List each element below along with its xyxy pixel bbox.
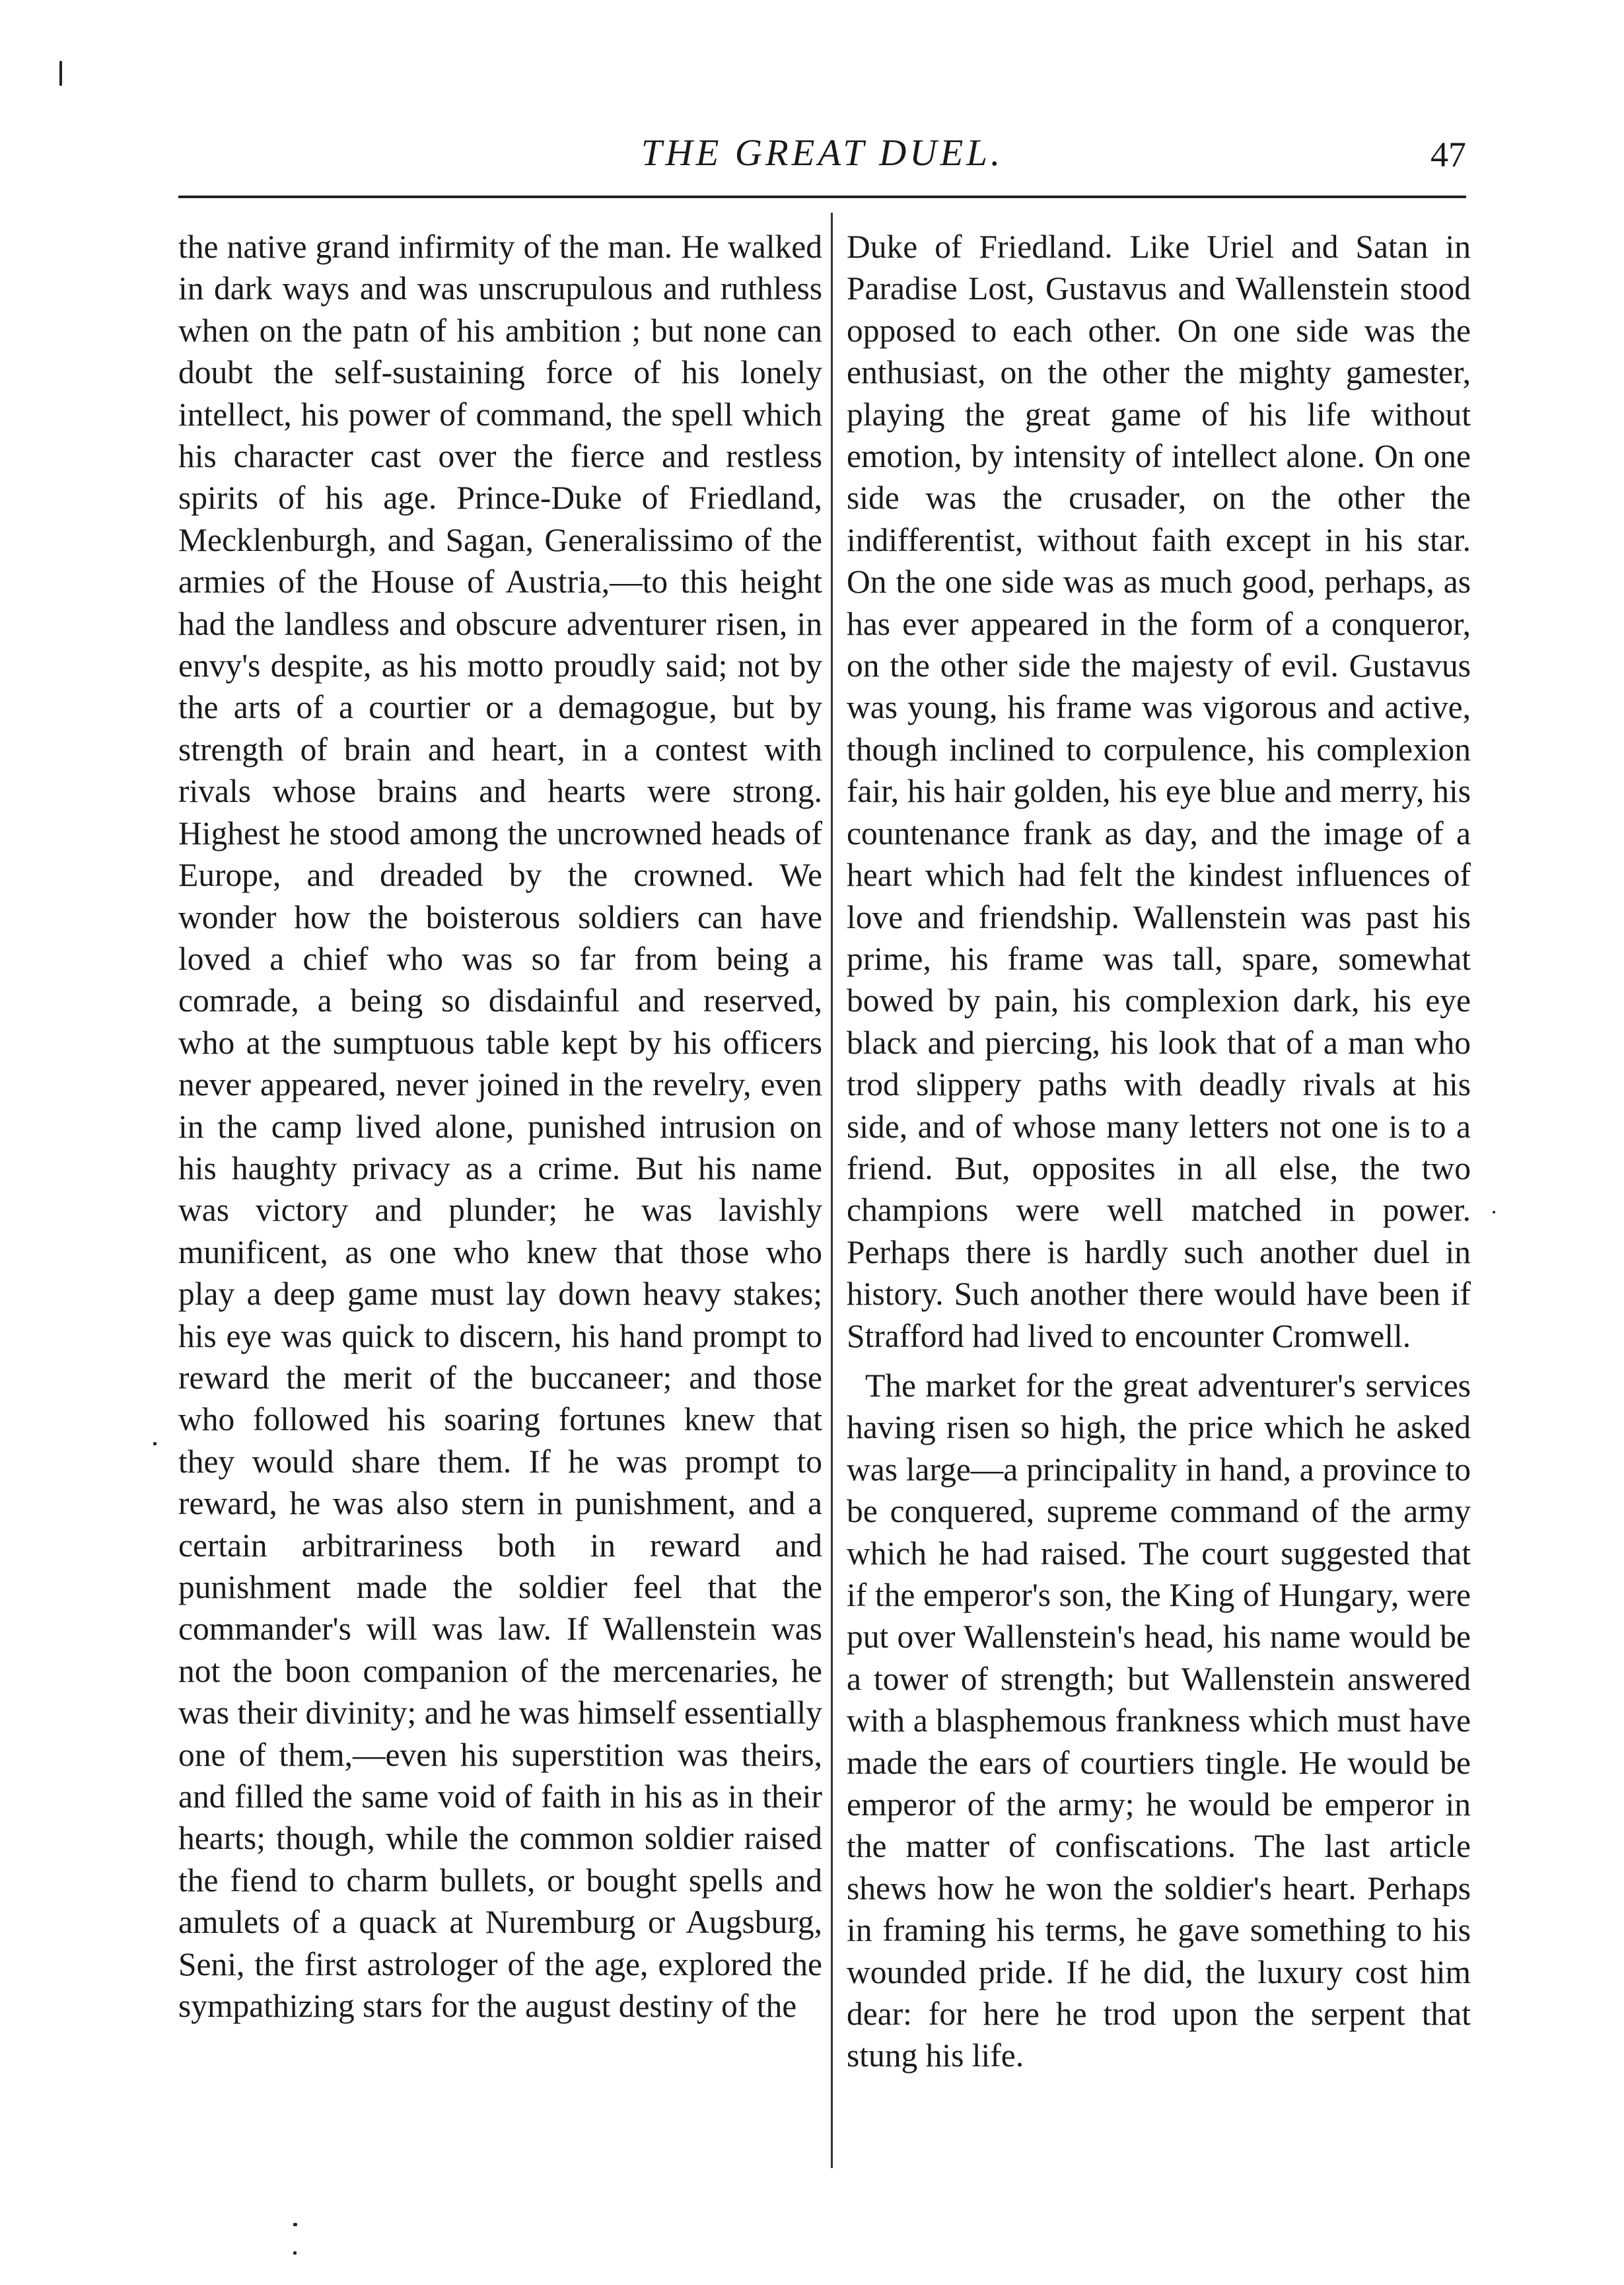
stray-ink-mark [293, 2251, 297, 2255]
body-paragraph: Duke of Friedland. Like Uriel and Satan in Paradise Lost, Gustavus and Wallenstein stood opposed to each other. On one side was the enthusiast, on the other the mighty gamester, playing the great game of his life without emotion, by intensity of intellect alone. On one side was the crusader, on the other the indifferentist, without faith except in his star. On the one side was as much good, perhaps, as has ever appeared in the form of a conqueror, on the other side the majesty of evil. Gustavus was young, his frame was vigorous and active, though inclined to corpulence, his complexion fair, his hair golden, his eye blue and merry, his countenance frank as day, and the image of a heart which had felt the kindest influences of love and friendship. Wallenstein was past his prime, his frame was tall, spare, somewhat bowed by pain, his complexion dark, his eye black and piercing, his look that of a man who trod slippery paths with deadly rivals at his side, and of whose many letters not one is to a friend. But, opposites in all else, the two champions were well matched in power. Perhaps there is hardly such another duel in history. Such another there would have been if Strafford had lived to encounter Cromwell. [847, 229, 1471, 1354]
page-header [178, 127, 1466, 186]
body-paragraph: The market for the great adventurer's services having risen so high, the price which he asked was large—a principality in hand, a province to be conquered, supreme command of the army which he had raised. The court suggested that if the emperor's son, the King of Hungary, were put over Wallenstein's head, his name would be a tower of strength; but Wallenstein answered with a blasphemous frankness which must have made the ears of courtiers tingle. He would be emperor of the army; he would be emperor in the matter of confiscations. The last article shews how he won the soldier's heart. Perhaps in framing his terms, he gave something to his wounded pride. If he did, the luxury cost him dear: for here he trod upon the serpent that stung his life. [847, 1367, 1471, 2074]
right-column [847, 226, 1471, 2077]
stray-ink-mark [1493, 1211, 1495, 1214]
stray-ink-mark [153, 1442, 157, 1445]
body-paragraph: the native grand infirmity of the man. He walked in dark ways and was unscrupulous and ruthless when on the patn of his ambition ; but none can doubt the self-sustaining force of his lonely intellect, his power of command, the spell which his character cast over the fierce and restless spirits of his age. Prince-Duke of Friedland, Mecklenburgh, and Sagan, Generalissimo of the armies of the House of Austria,—to this height had the landless and obscure adventurer risen, in envy's despite, as his motto proudly said; not by the arts of a courtier or a demagogue, but by strength of brain and heart, in a contest with rivals whose brains and hearts were strong. Highest he stood among the uncrowned heads of Europe, and dreaded by the crowned. We wonder how the boisterous soldiers can have loved a chief who was so far from being a comrade, a being so disdainful and reserved, who at the sumptuous table kept by his officers never appeared, never joined in the revelry, even in the camp lived alone, punished intrusion on his haughty privacy as a crime. But his name was victory and plunder; he was lavishly munificent, as one who knew that those who play a deep game must lay down heavy stakes; his eye was quick to discern, his hand prompt to reward the merit of the buccaneer; and those who followed his soaring fortunes knew that they would share them. If he was prompt to reward, he was also stern in punishment, and a certain arbitrariness both in reward and punishment made the soldier feel that the commander's will was law. If Wallenstein was not the boon companion of the mercenaries, he was their divinity; and he was himself essentially one of them,—even his superstition was theirs, and filled the same void of faith in his as in their hearts; though, while the common soldier raised the fiend to charm bullets, or bought spells and amulets of a quack at Nuremburg or Augsburg, Seni, the first astrologer of the age, explored the sympathizing stars for the august destiny of the [178, 229, 822, 2025]
stray-ink-mark [293, 2223, 297, 2226]
column-divider [831, 213, 833, 2168]
stray-ink-mark [59, 61, 62, 86]
left-column [178, 226, 822, 2027]
page-number: 47 [1430, 135, 1466, 174]
running-title: THE GREAT DUEL. [641, 132, 1004, 174]
header-rule [178, 196, 1466, 198]
